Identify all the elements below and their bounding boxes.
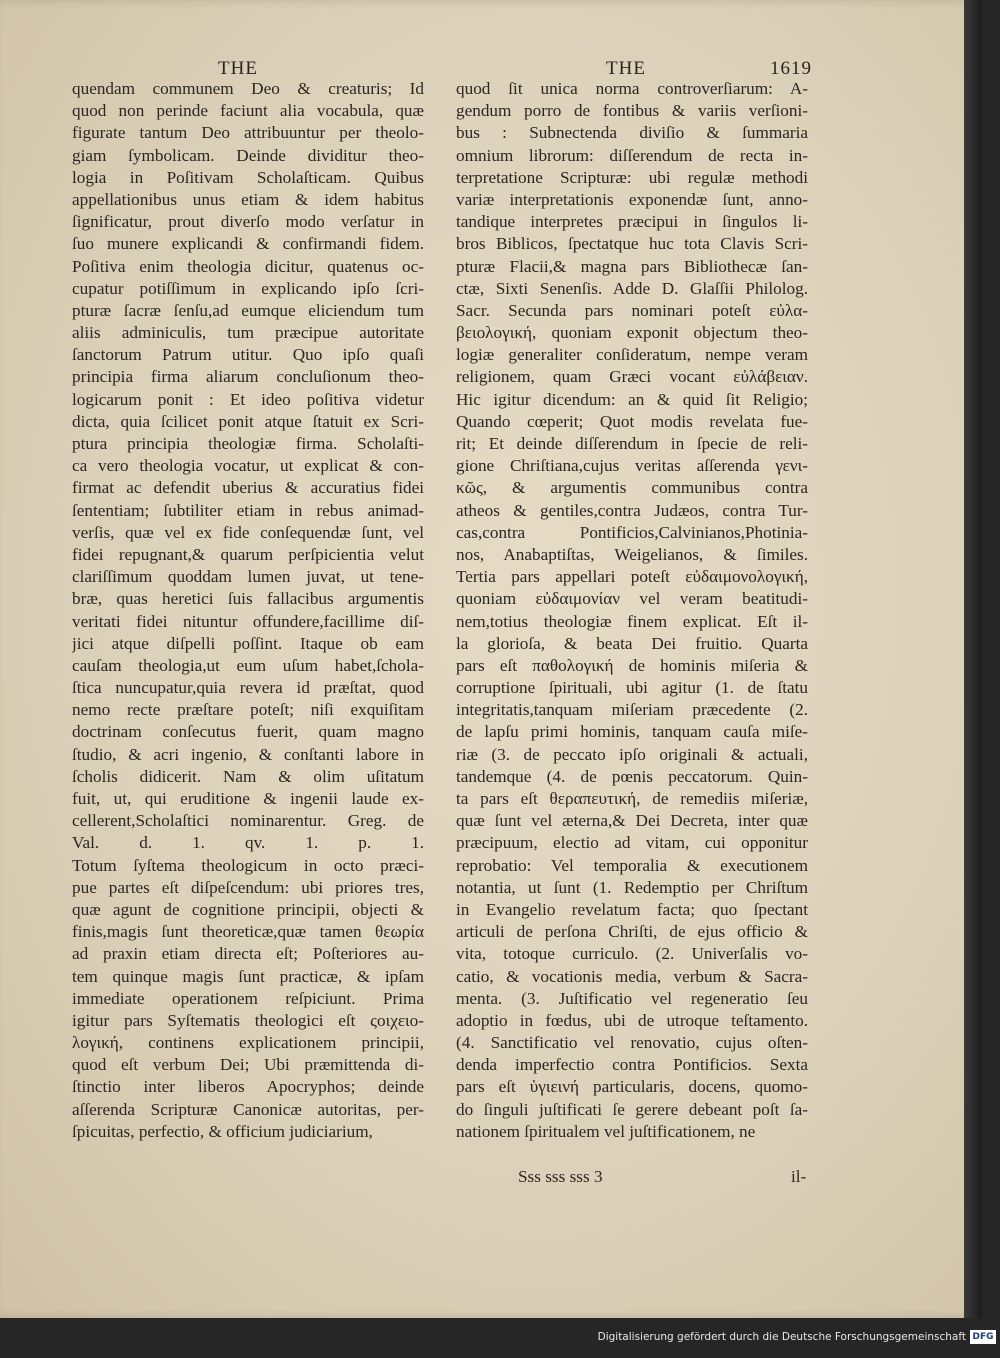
- text-line: quod non perinde faciunt alia vocabula, quæ: [72, 101, 424, 121]
- text-line: ſpicuitas, perfectio, & officium judiciarium,: [72, 1121, 373, 1141]
- text-line: menta. (3. Juſtificatio vel regeneratio ſeu: [456, 988, 808, 1008]
- text-line: βειολογική, quoniam exponit objectum theo-: [456, 323, 808, 343]
- dfg-logo: DFG: [970, 1330, 996, 1344]
- signature-mark: Sss sss sss 3: [518, 1167, 603, 1186]
- text-line: Totum ſyſtema theologicum in octo præci-: [72, 855, 424, 875]
- text-line: reprobatio: Vel temporalia & executionem: [456, 855, 808, 875]
- text-line: fuit, ut, qui eruditione & ingenii laude ex-: [72, 789, 424, 808]
- text-line: ſignificatur, prout diverſo modo verſatur in: [72, 212, 424, 232]
- text-line: ad praxin etiam directa eſt; Poſteriores au-: [72, 944, 424, 964]
- text-line: logiæ generaliter conſideratum, nempe veram: [456, 345, 808, 365]
- text-line: Quando cœperit; Quot modis revelata fue-: [456, 411, 808, 431]
- text-line: (4. Sanctificatio vel renovatio, cujus oſten-: [456, 1033, 808, 1053]
- text-line: Tertia pars appellari poteſt εὐδαιμονολογική,: [456, 567, 808, 587]
- text-line: notantia, ut ſunt (1. Redemptio per Chriſtum: [456, 877, 808, 897]
- text-line: clariſſimum quoddam lumen juvat, ut tene-: [72, 567, 424, 587]
- text-line: tem quinque magis ſunt practicæ, & ipſam: [72, 966, 424, 986]
- text-line: giam ſymbolicam. Deinde dividitur theo-: [72, 145, 424, 165]
- text-line: pturæ Flacii,& magna pars Bibliothecæ ſan-: [456, 256, 808, 276]
- text-line: veritati fidei nituntur offundere,facillime diſ-: [72, 611, 424, 631]
- text-line: logicarum ponit : Et ideo poſitiva videtur: [72, 389, 424, 409]
- text-line: gendum porro de fontibus & variis verſioni-: [456, 101, 808, 121]
- text-line: nationem ſpiritualem vel juſtificationem, ne: [456, 1121, 756, 1141]
- text-line: bræ, quas heretici ſuis fallacibus argumentis: [72, 589, 424, 609]
- text-line: adoptio in fœdus, ubi de utroque teſtamento.: [456, 1010, 808, 1030]
- text-line: λογική, continens explicationem principii,: [72, 1033, 424, 1053]
- text-line: articuli de perſona Chriſti, de ejus officio &: [456, 922, 808, 942]
- text-line: gione Chriſtiana,cujus veritas aſſerenda γενι-: [456, 456, 808, 476]
- text-line: ſanctorum Patrum utitur. Quo ipſo quaſi: [72, 345, 424, 365]
- page-number: 1619: [770, 58, 812, 79]
- text-line: vita, totoque curriculo. (2. Univerſalis vo-: [456, 944, 808, 964]
- text-line: variæ interpretationis exponendæ ſunt, anno-: [456, 189, 808, 209]
- text-line: nos, Anabaptiſtas, Weigelianos, & ſimiles.: [456, 544, 808, 564]
- text-line: cellerent,Scholaſtici nominarentur. Greg. de: [72, 811, 424, 831]
- text-line: ſtinctio inter liberos Apocryphos; deinde: [72, 1077, 424, 1097]
- text-line: ta pars eſt θεραπευτική, de remediis miſeriæ,: [456, 789, 808, 808]
- text-line: figurate tantum Deo attribuuntur per theolo-: [72, 123, 424, 143]
- text-line: terpretatione Scripturæ: ubi regulæ methodi: [456, 167, 808, 187]
- text-line: ſententiam; ſubtiliter etiam in rebus animad-: [72, 500, 424, 520]
- text-line: quoniam εὐδαιμονίαν vel veram beatitudi-: [456, 589, 808, 609]
- text-line: quæ agunt de cognitione principii, objecti &: [72, 899, 424, 919]
- text-line: finis,magis ſunt theoreticæ,quæ tamen θεωρία: [72, 922, 424, 942]
- text-line: ca vero theologia vocatur, ut explicat & con-: [72, 456, 424, 476]
- text-line: κῶς, & argumentis communibus contra: [456, 478, 808, 498]
- text-line: tandique interpretes præcipui in ſingulos li-: [456, 212, 808, 232]
- text-line: appellationibus unus etiam & idem habitus: [72, 189, 424, 209]
- text-line: atheos & gentiles,contra Judæos, contra Tur-: [456, 500, 808, 520]
- left-text-column: [72, 78, 424, 1143]
- text-line: quendam communem Deo & creaturis; Id: [72, 79, 424, 98]
- text-line: pturæ ſacræ ſenſu,ad eumque eliciendum tum: [72, 300, 424, 320]
- text-line: catio, & vocationis media, verbum & Sacra-: [456, 966, 808, 986]
- text-line: ſtudio, & acri ingenio, & conſtanti labore in: [72, 744, 424, 764]
- text-line: cupatur potiſſimum in explicando ipſo ſcri-: [72, 278, 424, 298]
- text-line: logia in Poſitivam Scholaſticam. Quibus: [72, 167, 424, 187]
- text-line: aliis adminiculis, tum præcipue autoritate: [72, 323, 424, 343]
- text-line: doctrinam conſecutus fuerit, quam magno: [72, 722, 424, 742]
- text-line: pue partes eſt diſpeſcendum: ubi priores tres,: [72, 877, 424, 897]
- text-line: ptura principia theologiæ firma. Scholaſti-: [72, 434, 424, 453]
- text-line: riæ (3. de peccato ipſo originali & actuali,: [456, 744, 808, 764]
- text-line: de lapſu primi hominis, tanquam cauſa miſe-: [456, 722, 808, 742]
- text-line: Val. d. 1. qv. 1. p. 1.: [72, 833, 424, 853]
- text-line: verſis, quæ vel ex fide conſequendæ ſunt, vel: [72, 522, 424, 542]
- text-line: jici atque diſpelli poſſint. Itaque ob eam: [72, 633, 424, 653]
- text-line: integritatis,tanquam miſeriam præcedente (2.: [456, 700, 808, 720]
- text-line: Poſitiva enim theologia dicitur, quatenus oc-: [72, 256, 424, 276]
- text-line: aſſerenda Scripturæ Canonicæ autoritas, per-: [72, 1099, 424, 1119]
- text-line: nem,totius theologiæ finem explicat. Eſt il-: [456, 611, 808, 631]
- text-line: religionem, quam Græci vocant εὐλάβειαν.: [456, 367, 808, 387]
- text-line: fidei repugnant,& quarum perſpicientia velut: [72, 544, 424, 564]
- footer-bar: [0, 1318, 1000, 1358]
- text-line: do ſinguli juſtificati ſe gerere debeant poſt ſa-: [456, 1099, 808, 1119]
- catchword: il-: [791, 1167, 807, 1186]
- text-line: pars eſt παθολογική de hominis miſeria &: [456, 655, 808, 675]
- text-line: cas,contra Pontificios,Calvinianos,Photinia-: [456, 522, 808, 542]
- page-edge: [964, 0, 982, 1318]
- text-line: pars eſt ὑγιεινή particularis, docens, quomo-: [456, 1077, 808, 1097]
- text-line: in Evangelio revelatum facta; quo ſpectant: [456, 899, 808, 919]
- text-line: præcipuum, electio ad vitam, cui opponitur: [456, 833, 808, 853]
- text-line: firmat ac defendit uberius & accuratius fidei: [72, 478, 424, 498]
- text-line: ſtica nuncupatur,quia revera id præſtat, quod: [72, 678, 424, 698]
- text-line: immediate operationem reſpiciunt. Prima: [72, 988, 424, 1008]
- text-line: rit; Et deinde diſſerendum in ſpecie de reli-: [456, 434, 808, 453]
- text-line: cauſam theologia,ut eum uſum habet,ſchola-: [72, 655, 424, 675]
- text-line: omnium librorum: diſſerendum de recta in-: [456, 145, 808, 165]
- text-line: ſuo munere explicandi & confirmandi fidem.: [72, 234, 424, 254]
- text-line: corruptione ſpirituali, ubi agitur (1. de ſtatu: [456, 678, 808, 698]
- text-line: la glorioſa, & beata Dei fruitio. Quarta: [456, 633, 808, 653]
- text-line: bus : Subnectenda diviſio & ſummaria: [456, 123, 808, 143]
- digitization-credit: Digitalisierung gefördert durch die Deutsche Forschungsgemeinschaft: [597, 1331, 966, 1343]
- text-line: bros Biblicos, ſpectatque huc tota Clavis Scri-: [456, 234, 808, 254]
- left-running-head: THE: [218, 58, 258, 79]
- text-line: nemo recte præſtare poteſt; niſi exquiſitam: [72, 700, 424, 720]
- text-line: quæ ſunt vel æterna,& Dei Decreta, inter quæ: [456, 811, 808, 831]
- text-line: igitur pars Syſtematis theologici eſt ςοιχειο-: [72, 1010, 424, 1030]
- right-running-head: THE: [606, 58, 646, 79]
- text-line: principia firma aliarum concluſionum theo-: [72, 367, 424, 387]
- text-line: ſcholis didicerit. Nam & olim uſitatum: [72, 766, 424, 786]
- text-line: Hic igitur dicendum: an & quid ſit Religio;: [456, 389, 808, 409]
- text-line: ctæ, Sixti Senenſis. Adde D. Glaſſii Philolog.: [456, 278, 808, 298]
- right-text-column: [456, 78, 808, 1143]
- text-line: dicta, quia ſcilicet ponit atque ſtatuit ex Scri-: [72, 411, 424, 431]
- text-line: quod eſt verbum Dei; Ubi præmittenda di-: [72, 1055, 424, 1075]
- text-line: quod ſit unica norma controverſiarum: A-: [456, 79, 808, 98]
- text-line: tandemque (4. de pœnis peccatorum. Quin-: [456, 766, 808, 786]
- text-line: Sacr. Secunda pars nominari poteſt εὐλα-: [456, 300, 808, 320]
- text-line: denda imperfectio contra Pontificios. Sexta: [456, 1055, 808, 1075]
